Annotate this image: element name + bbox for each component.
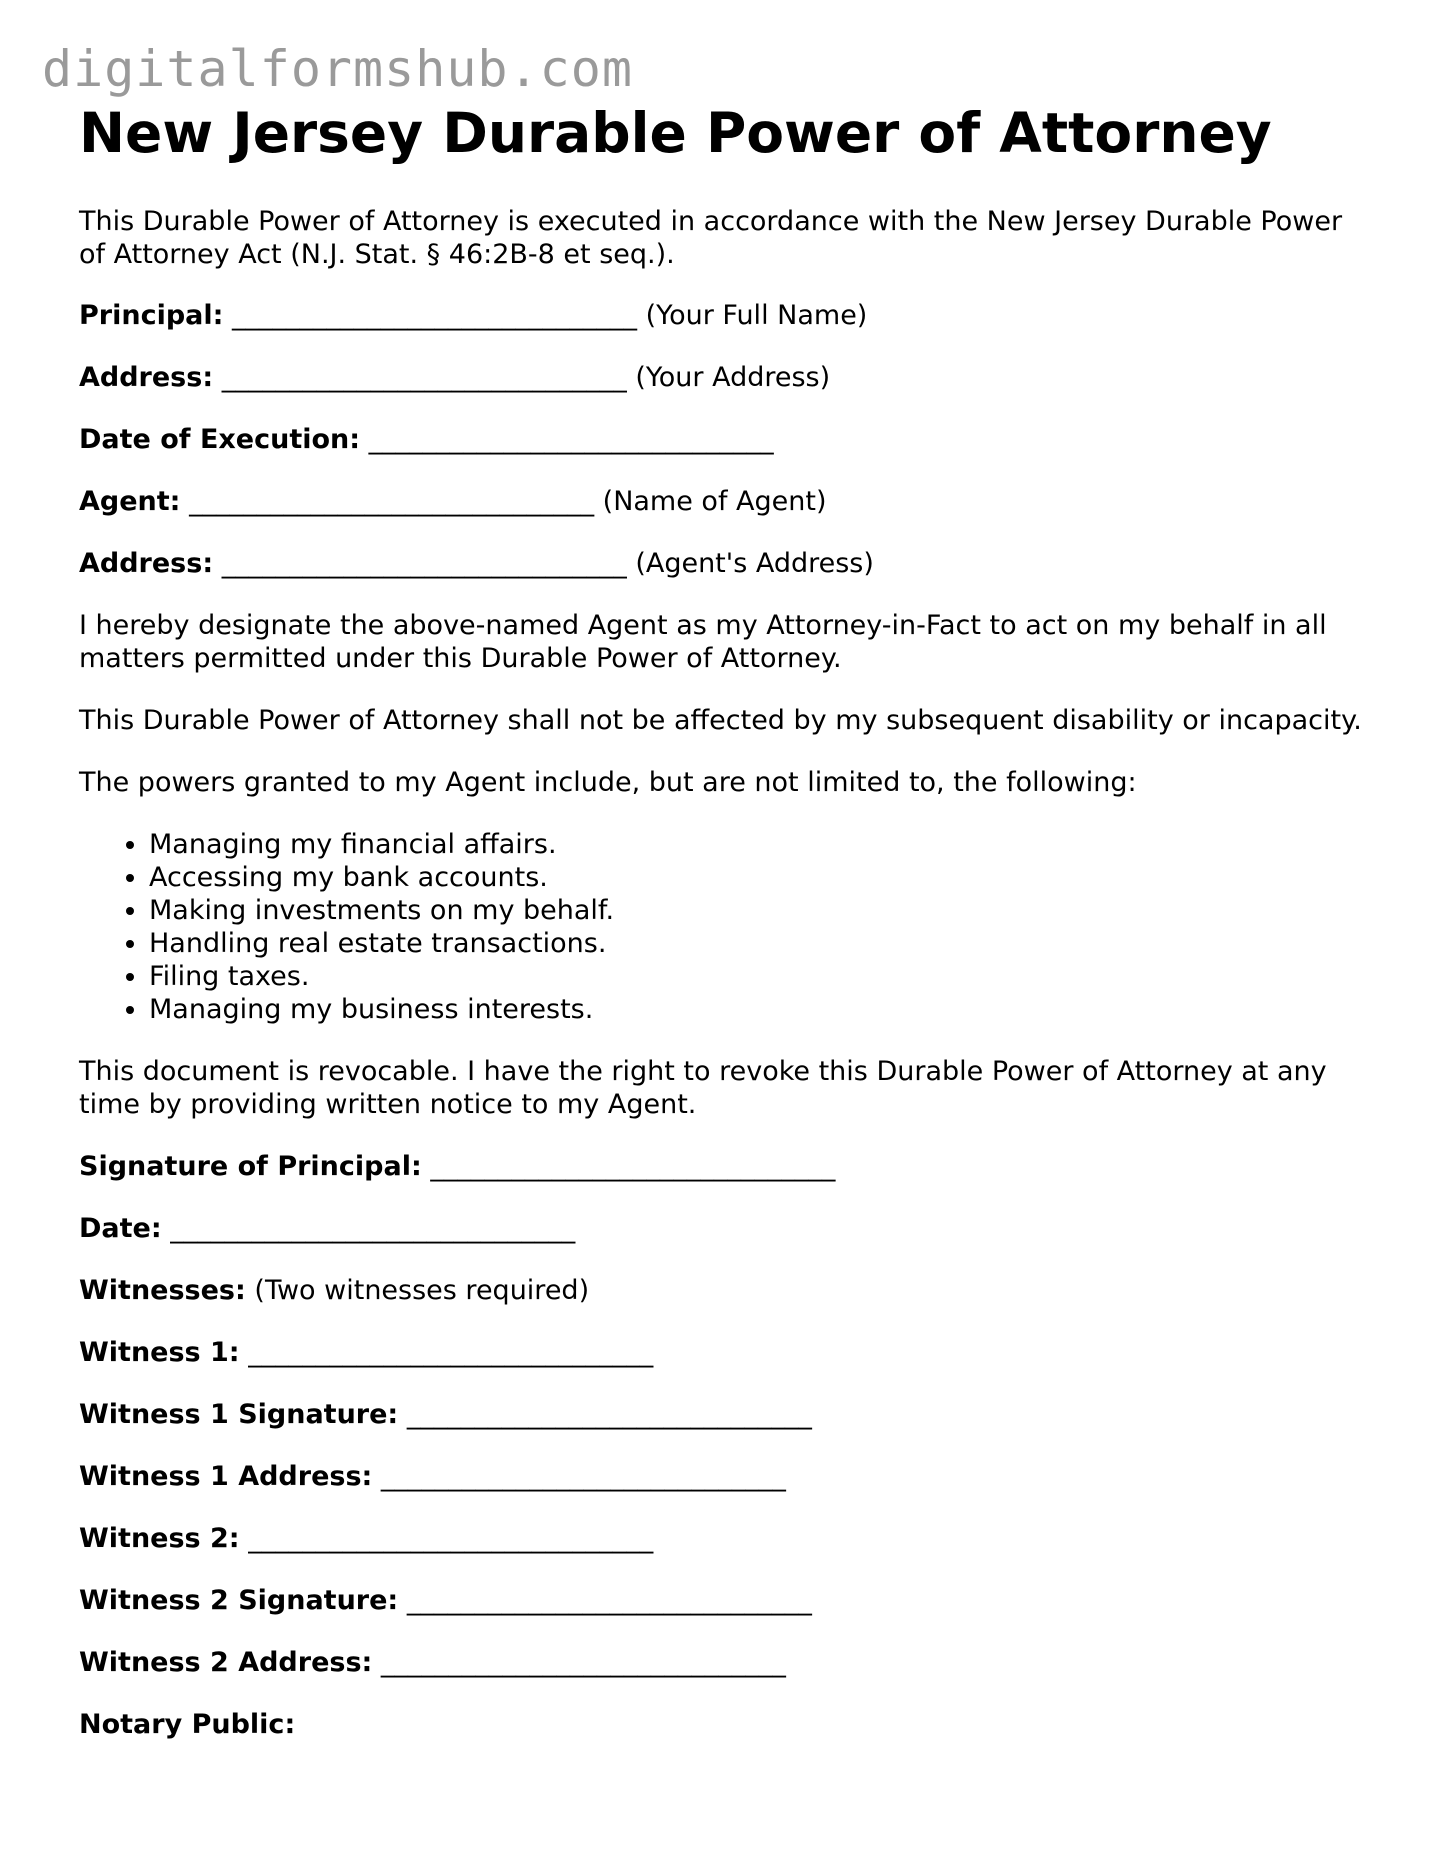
powers-list — [79, 828, 1369, 1026]
principal-address-blank[interactable]: ______________________________ — [221, 362, 627, 393]
intro-paragraph: This Durable Power of Attorney is executed in accordance with the New Jersey Durable Power of Attorney Act (N.J. Stat. § 46:2B-8 et seq.). — [79, 206, 1343, 270]
witness-2-label: Witness 2: — [79, 1523, 240, 1554]
witness-1-address-field — [79, 1460, 1369, 1493]
witness-2-address-blank[interactable]: ______________________________ — [380, 1647, 786, 1678]
agent-address-blank[interactable]: ______________________________ — [221, 548, 627, 579]
witnesses-heading — [79, 1274, 1369, 1307]
site-watermark: digitalformshub.com — [42, 40, 633, 98]
revocation-paragraph: This document is revocable. I have the right to revoke this Durable Power of Attorney at any time by providing written notice to my Agent. — [79, 1056, 1327, 1120]
agent-field — [79, 485, 1369, 518]
agent-blank[interactable]: ______________________________ — [189, 486, 595, 517]
witness-2-signature-label: Witness 2 Signature: — [79, 1585, 399, 1616]
witness-1-signature-blank[interactable]: ______________________________ — [406, 1399, 812, 1430]
witness-1-signature-field — [79, 1398, 1369, 1431]
list-item: • Accessing my bank accounts. — [149, 861, 1369, 894]
list-item: • Filing taxes. — [149, 960, 1369, 993]
document-title: New Jersey Durable Power of Attorney — [79, 101, 1272, 165]
principal-address-hint: (Your Address) — [635, 362, 831, 393]
principal-label: Principal: — [79, 300, 224, 331]
agent-address-label: Address: — [79, 548, 214, 579]
date-field — [79, 1212, 1369, 1245]
principal-address-field — [79, 361, 1369, 394]
agent-hint: (Name of Agent) — [602, 486, 827, 517]
witness-1-field — [79, 1336, 1369, 1369]
document — [79, 100, 1369, 1741]
notary-public-field — [79, 1708, 1369, 1741]
powers-intro-paragraph: The powers granted to my Agent include, but are not limited to, the following: — [79, 767, 1137, 798]
witness-1-address-label: Witness 1 Address: — [79, 1461, 373, 1492]
witness-2-field — [79, 1522, 1369, 1555]
list-item: • Handling real estate transactions. — [149, 927, 1369, 960]
witness-1-blank[interactable]: ______________________________ — [248, 1337, 654, 1368]
witnesses-label: Witnesses: — [79, 1275, 246, 1306]
witness-1-signature-label: Witness 1 Signature: — [79, 1399, 399, 1430]
notary-public-label: Notary Public: — [79, 1709, 296, 1740]
durability-paragraph: This Durable Power of Attorney shall not be affected by my subsequent disability or incapacity. — [79, 705, 1362, 736]
date-blank[interactable]: ______________________________ — [170, 1213, 576, 1244]
principal-signature-blank[interactable]: ______________________________ — [430, 1151, 836, 1182]
document-body — [79, 205, 1369, 1741]
principal-signature-field — [79, 1150, 1369, 1183]
date-of-execution-label: Date of Execution: — [79, 424, 361, 455]
principal-field — [79, 299, 1369, 332]
agent-address-hint: (Agent's Address) — [635, 548, 874, 579]
witness-2-blank[interactable]: ______________________________ — [248, 1523, 654, 1554]
witnesses-note: (Two witnesses required) — [254, 1275, 590, 1306]
list-item: • Managing my financial affairs. — [149, 828, 1369, 861]
witness-2-address-field — [79, 1646, 1369, 1679]
list-item: • Managing my business interests. — [149, 993, 1369, 1026]
witness-2-address-label: Witness 2 Address: — [79, 1647, 373, 1678]
designation-paragraph: I hereby designate the above-named Agent as my Attorney-in-Fact to act on my behalf in all matters permitted under this Durable Power of Attorney. — [79, 610, 1327, 674]
witness-1-address-blank[interactable]: ______________________________ — [380, 1461, 786, 1492]
principal-blank[interactable]: ______________________________ — [232, 300, 638, 331]
list-item: • Making investments on my behalf. — [149, 894, 1369, 927]
principal-hint: (Your Full Name) — [645, 300, 868, 331]
witness-2-signature-blank[interactable]: ______________________________ — [406, 1585, 812, 1616]
date-of-execution-blank[interactable]: ______________________________ — [368, 424, 774, 455]
agent-label: Agent: — [79, 486, 181, 517]
principal-signature-label: Signature of Principal: — [79, 1151, 422, 1182]
principal-address-label: Address: — [79, 362, 214, 393]
date-of-execution-field — [79, 423, 1369, 456]
witness-2-signature-field — [79, 1584, 1369, 1617]
date-label: Date: — [79, 1213, 162, 1244]
witness-1-label: Witness 1: — [79, 1337, 240, 1368]
agent-address-field — [79, 547, 1369, 580]
